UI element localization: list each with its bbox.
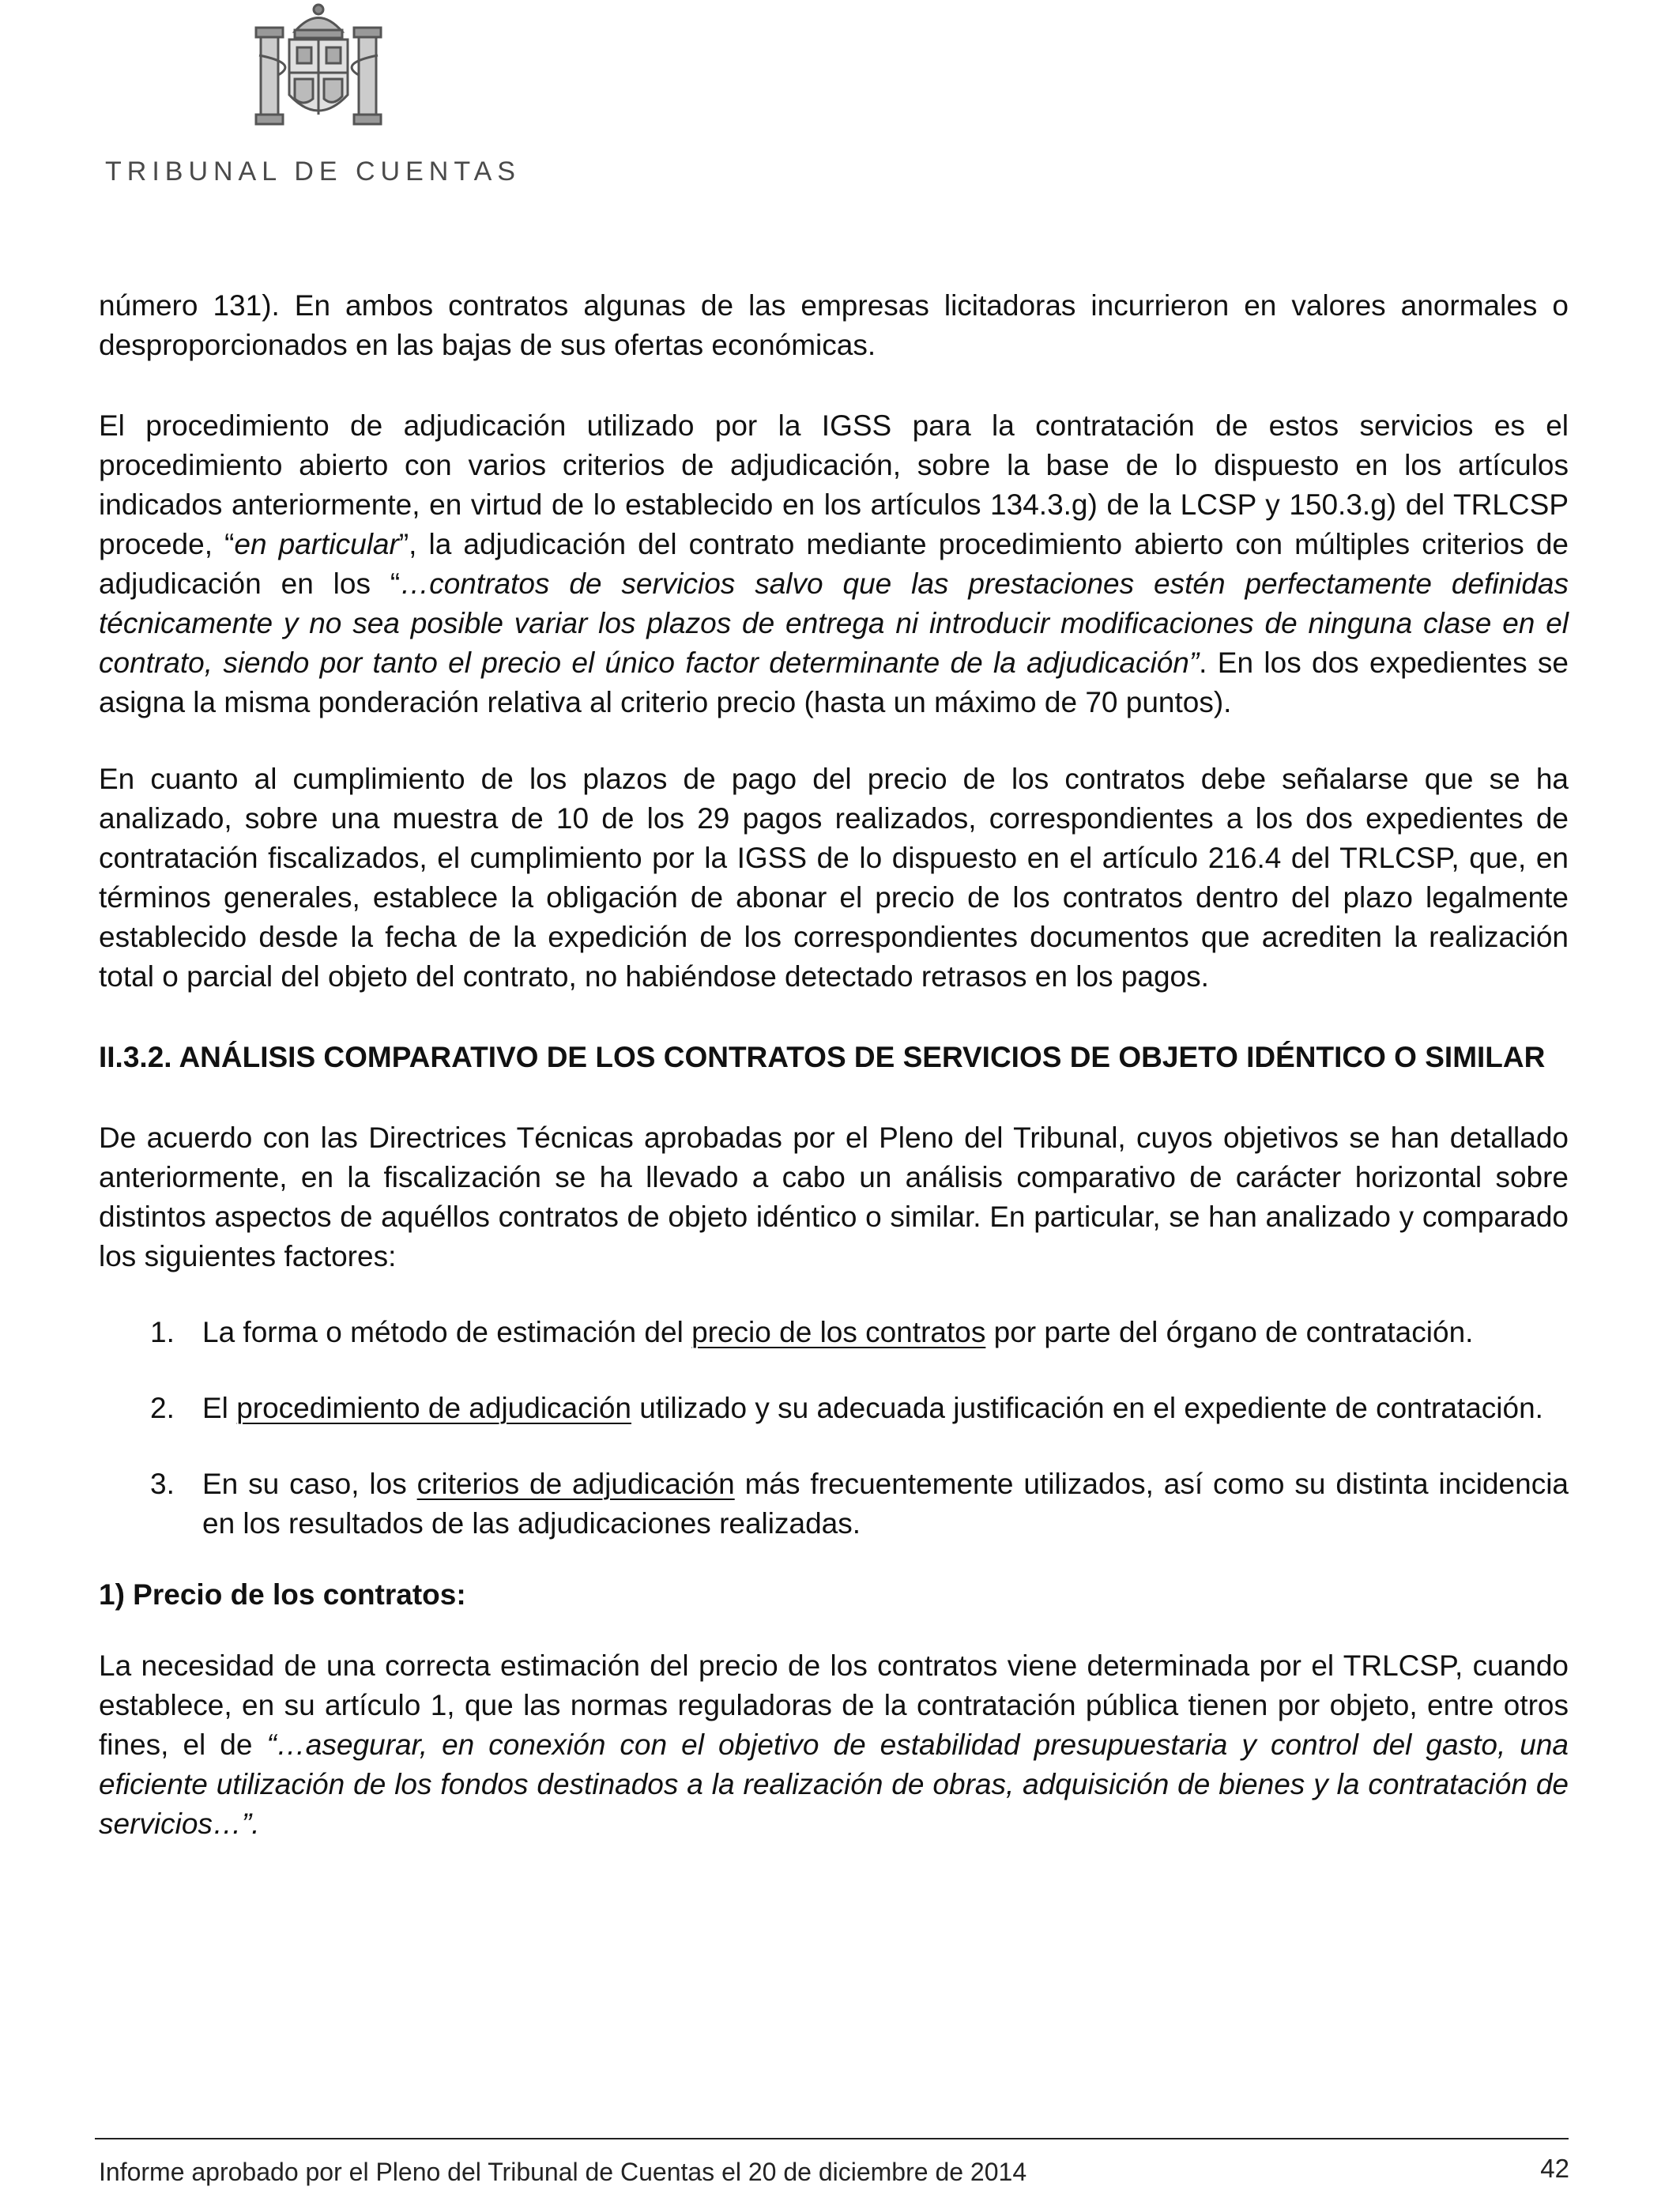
subsection-heading: 1) Precio de los contratos: (99, 1578, 466, 1611)
paragraph (99, 1646, 1569, 1844)
paragraph-text: . En los dos expedientes se asigna la misma ponderación relativa al criterio precio (hasta un máximo de 70 puntos). (99, 647, 1569, 718)
list-text: En su caso, los (202, 1468, 417, 1500)
document-body (99, 286, 1569, 1844)
list-text: El (202, 1392, 237, 1424)
quote-text: “…asegurar, en conexión con el objetivo de estabilidad presupuestaria y control del gasto, una eficiente utilización de los fondos destinados a la realización de obras, adquisición de bienes y la contratación de servicios…”. (99, 1728, 1569, 1840)
footer-text: Informe aprobado por el Pleno del Tribunal de Cuentas el 20 de diciembre de 2014 (99, 2158, 1027, 2186)
list-item (99, 1465, 1569, 1544)
list-text: utilizado y su adecuada justificación en el expediente de contratación. (631, 1392, 1543, 1424)
paragraph-text: De acuerdo con las Directrices Técnicas aprobadas por el Pleno del Tribunal, cuyos objetivos se han detallado anteriormente, en la fiscalización se ha llevado a cabo un análisis comparativo de carácter horizontal sobre distintos aspectos de aquéllos contratos de objeto idéntico o similar. En particular, se han analizado y comparado los siguientes factores: (99, 1122, 1569, 1272)
list-item (99, 1313, 1569, 1352)
paragraph (99, 286, 1569, 365)
paragraph (99, 1118, 1569, 1276)
underlined-term: procedimiento de adjudicación (236, 1392, 632, 1424)
list-item (99, 1389, 1569, 1428)
list-text: por parte del órgano de contratación. (985, 1316, 1474, 1348)
underlined-term: precio de los contratos (691, 1316, 986, 1348)
list-number: 3. (150, 1468, 175, 1500)
quote-text: en particular (234, 528, 399, 560)
paragraph (99, 760, 1569, 997)
paragraph-text: ”, la adjudicación del contrato mediante procedimiento abierto con múltiples criterios de adjudicación en los “ (99, 528, 1569, 600)
paragraph-text: La necesidad de una correcta estimación del precio de los contratos viene determinada por el TRLCSP, cuando establece, en su artículo 1, que las normas reguladoras de la contratación pública tienen por objeto, entre otros fines, el de (99, 1649, 1569, 1761)
quote-text: …contratos de servicios salvo que las prestaciones estén perfectamente definidas técnicamente y no sea posible variar los plazos de entrega ni introducir modificaciones de ninguna clase en el contrato, siendo por tanto el precio el único factor determinante de la adjudicación” (99, 567, 1569, 679)
list-text: más frecuentemente utilizados, así como su distinta incidencia en los resultados de las adjudicaciones realizadas. (202, 1468, 1569, 1540)
section-heading: II.3.2. ANÁLISIS COMPARATIVO DE LOS CONTRATOS DE SERVICIOS DE OBJETO IDÉNTICO O SIMILAR (99, 1041, 1546, 1073)
paragraph-text: En cuanto al cumplimiento de los plazos de pago del precio de los contratos debe señalarse que se ha analizado, sobre una muestra de 10 de los 29 pagos realizados, correspondientes a los dos expedientes de contratación fiscalizados, el cumplimiento por la IGSS de lo dispuesto en el artículo 216.4 del TRLCSP, que, en términos generales, establece la obligación de abonar el precio de los contratos dentro del plazo legalmente establecido desde la fecha de la expedición de los correspondientes documentos que acrediten la realización total o parcial del objeto del contrato, no habiéndose detectado retrasos en los pagos. (99, 763, 1569, 993)
footer-divider (95, 2138, 1569, 2139)
org-name: TRIBUNAL DE CUENTAS (105, 156, 521, 187)
factors-list (99, 1313, 1569, 1544)
underlined-term: criterios de adjudicación (416, 1468, 735, 1500)
list-number: 2. (150, 1392, 175, 1424)
list-number: 1. (150, 1316, 175, 1348)
coat-of-arms-icon (251, 0, 386, 136)
page-number: 42 (1540, 2154, 1569, 2183)
paragraph (99, 406, 1569, 722)
paragraph-text: número 131). En ambos contratos algunas de las empresas licitadoras incurrieron en valores anormales o desproporcionados en las bajas de sus ofertas económicas. (99, 289, 1569, 361)
list-text: La forma o método de estimación del (202, 1316, 692, 1348)
paragraph-text: El procedimiento de adjudicación utilizado por la IGSS para la contratación de estos servicios es el procedimiento abierto con varios criterios de adjudicación, sobre la base de lo dispuesto en los artículos indicados anteriormente, en virtud de lo establecido en los artículos 134.3.g) de la LCSP y 150.3.g) del TRLCSP procede, “ (99, 409, 1569, 560)
